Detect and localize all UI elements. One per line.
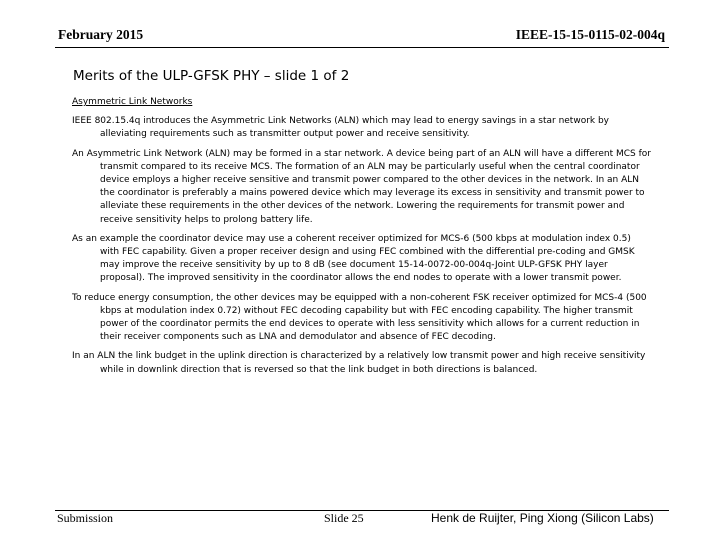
footer-slide-number: Slide 25: [324, 511, 364, 525]
header-doc-id: IEEE-15-15-0115-02-004q: [515, 27, 665, 42]
slide-title: Merits of the ULP-GFSK PHY – slide 1 of 2: [73, 68, 350, 84]
paragraph-coordinator-example: As an example the coordinator device may use a coherent receiver optimized for MCS-6 (500 kbps at modulation index 0.5) with FEC capability. Given a proper receiver design and using FEC combined with the differential pre-coding and GMSK may improve the receive sensitivity by up to 8 dB (see document 15-14-0072-00-004q-Joint ULP-GFSK PHY layer proposal). The improved sensitivity in the coordinator allows the end nodes to operate with a lower transmit power.: [72, 233, 635, 284]
footer-authors: Henk de Ruijter, Ping Xiong (Silicon Labs): [431, 511, 654, 525]
footer-submission: Submission: [57, 511, 114, 525]
header-date: February 2015: [58, 27, 144, 42]
section-heading: Asymmetric Link Networks: [72, 97, 193, 107]
paragraph-link-budget: In an ALN the link budget in the uplink direction is characterized by a relatively low transmit power and high receive sensitivity while in downlink direction that is reversed so that the link budget in both directions is balanced.: [72, 351, 646, 375]
slide-body: [72, 96, 652, 383]
header-divider: [55, 47, 669, 48]
paragraph-intro: IEEE 802.15.4q introduces the Asymmetric Link Networks (ALN) which may lead to energy savings in a star network by alleviating requirements such as transmitter output power and receive sensitivity.: [72, 116, 610, 140]
paragraph-aln-formation: An Asymmetric Link Network (ALN) may be formed in a star network. A device being part of an ALN will have a different MCS for transmit compared to its receive MCS. The formation of an ALN may be particularly useful when the central coordinator device employs a higher receive sensitive and transmit power compared to the other devices in the network. In an ALN the coordinator is preferably a mains powered device which may leverage its excess in sensitivity and transmit power to alleviate these requirements in the other devices of the network. Lowering the requirements for transmit power and receive sensitivity helps to prolong battery life.: [72, 148, 651, 225]
paragraph-energy-reduction: To reduce energy consumption, the other devices may be equipped with a non-coherent FSK receiver optimized for MCS-4 (500 kbps at modulation index 0.72) without FEC decoding capability but with FEC encoding capability. The higher transmit power of the coordinator permits the end devices to operate with less sensitivity which allows for a current reduction in their receiver components such as LNA and demodulator and absence of FEC decoding.: [72, 292, 647, 343]
